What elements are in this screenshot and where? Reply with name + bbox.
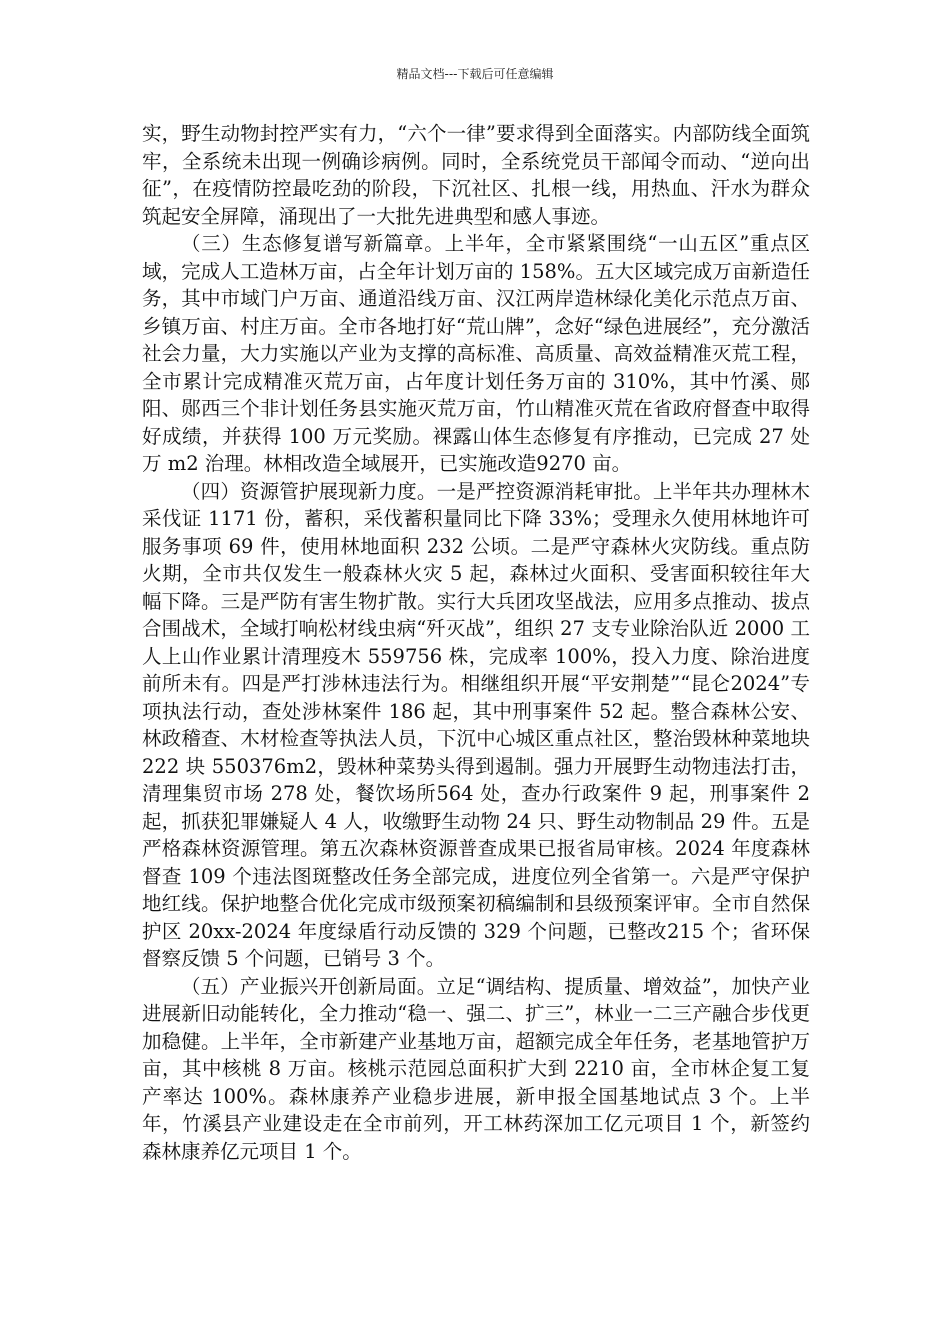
- paragraph-resource-management: （四）资源管护展现新力度。一是严控资源消耗审批。上半年共办理林木采伐证 1171 份，蓄积，采伐蓄积量同比下降 33%；受理永久使用林地许可服务事项 69 件，使用林地面积 232 公顷。二是严守森林火灾防线。重点防火期，全市共仅发生一般森林火灾 5 起，森林过火面积、受害面积较往年大幅下降。三是严防有害生物扩散。实行大兵团攻坚战法，应用多点推动、拔点合围战术，全域打响松材线虫病“歼灭战”，组织 27 支专业除治队近 2000 工人上山作业累计清理疫木 559756 株，完成率 100%，投入力度、除治进度前所未有。四是严打涉林违法行为。相继组织开展“平安荆楚”“昆仑2024”专项执法行动，查处涉林案件 186 起，其中刑事案件 52 起。整合森林公安、林政稽查、木材检查等执法人员，下沉中心城区重点社区，整治毁林种菜地块 222 块 550376m2，毁林种菜势头得到遏制。强力开展野生动物违法打击，清理集贸市场 278 处，餐饮场所564 处，查办行政案件 9 起，刑事案件 2 起，抓获犯罪嫌疑人 4 人，收缴野生动物 24 只、野生动物制品 29 件。五是严格森林资源管理。第五次森林资源普查成果已报省局审核。2024 年度森林督查 109 个违法图斑整改任务全部完成，进度位列全省第一。六是严守保护地红线。保护地整合优化完成市级预案初稿编制和县级预案评审。全市自然保护区 20xx-2024 年度绿盾行动反馈的 329 个问题，已整改215 个；省环保督察反馈 5 个问题，已销号 3 个。: [142, 479, 810, 970]
- document-body: [142, 120, 810, 1165]
- paragraph-ecological-restoration: （三）生态修复谱写新篇章。上半年，全市紧紧围绕“一山五区”重点区域，完成人工造林万亩，占全年计划万亩的 158%。五大区域完成万亩新造任务，其中市域门户万亩、通道沿线万亩、汉江两岸造林绿化美化示范点万亩、乡镇万亩、村庄万亩。全市各地打好“荒山牌”，念好“绿色进展经”，充分激活社会力量，大力实施以产业为支撑的高标准、高质量、高效益精准灭荒工程，全市累计完成精准灭荒万亩，占年度计划任务万亩的 310%，其中竹溪、郧阳、郧西三个非计划任务县实施灭荒万亩，竹山精准灭荒在省政府督查中取得好成绩，并获得 100 万元奖励。裸露山体生态修复有序推动，已完成 27 处万 m2 治理。林相改造全域展开，已实施改造9270 亩。: [142, 232, 810, 475]
- paragraph-industry-revitalization: （五）产业振兴开创新局面。立足“调结构、提质量、增效益”，加快产业进展新旧动能转化，全力推动“稳一、强二、扩三”，林业一二三产融合步伐更加稳健。上半年，全市新建产业基地万亩，超额完成全年任务，老基地管护万亩，其中核桃 8 万亩。核桃示范园总面积扩大到 2210 亩，全市林企复工复产率达 100%。森林康养产业稳步进展，新申报全国基地试点 3 个。上半年，竹溪县产业建设走在全市前列，开工林药深加工亿元项目 1 个，新签约森林康养亿元项目 1 个。: [142, 974, 810, 1163]
- paragraph-continuation: 实，野生动物封控严实有力，“六个一律”要求得到全面落实。内部防线全面筑牢，全系统未出现一例确诊病例。同时，全系统党员干部闻令而动、“逆向出征”，在疫情防控最吃劲的阶段，下沉社区、扎根一线，用热血、汗水为群众筑起安全屏障，涌现出了一大批先进典型和感人事迹。: [142, 122, 810, 228]
- page-header: 精品文档---下载后可任意编辑: [396, 67, 554, 81]
